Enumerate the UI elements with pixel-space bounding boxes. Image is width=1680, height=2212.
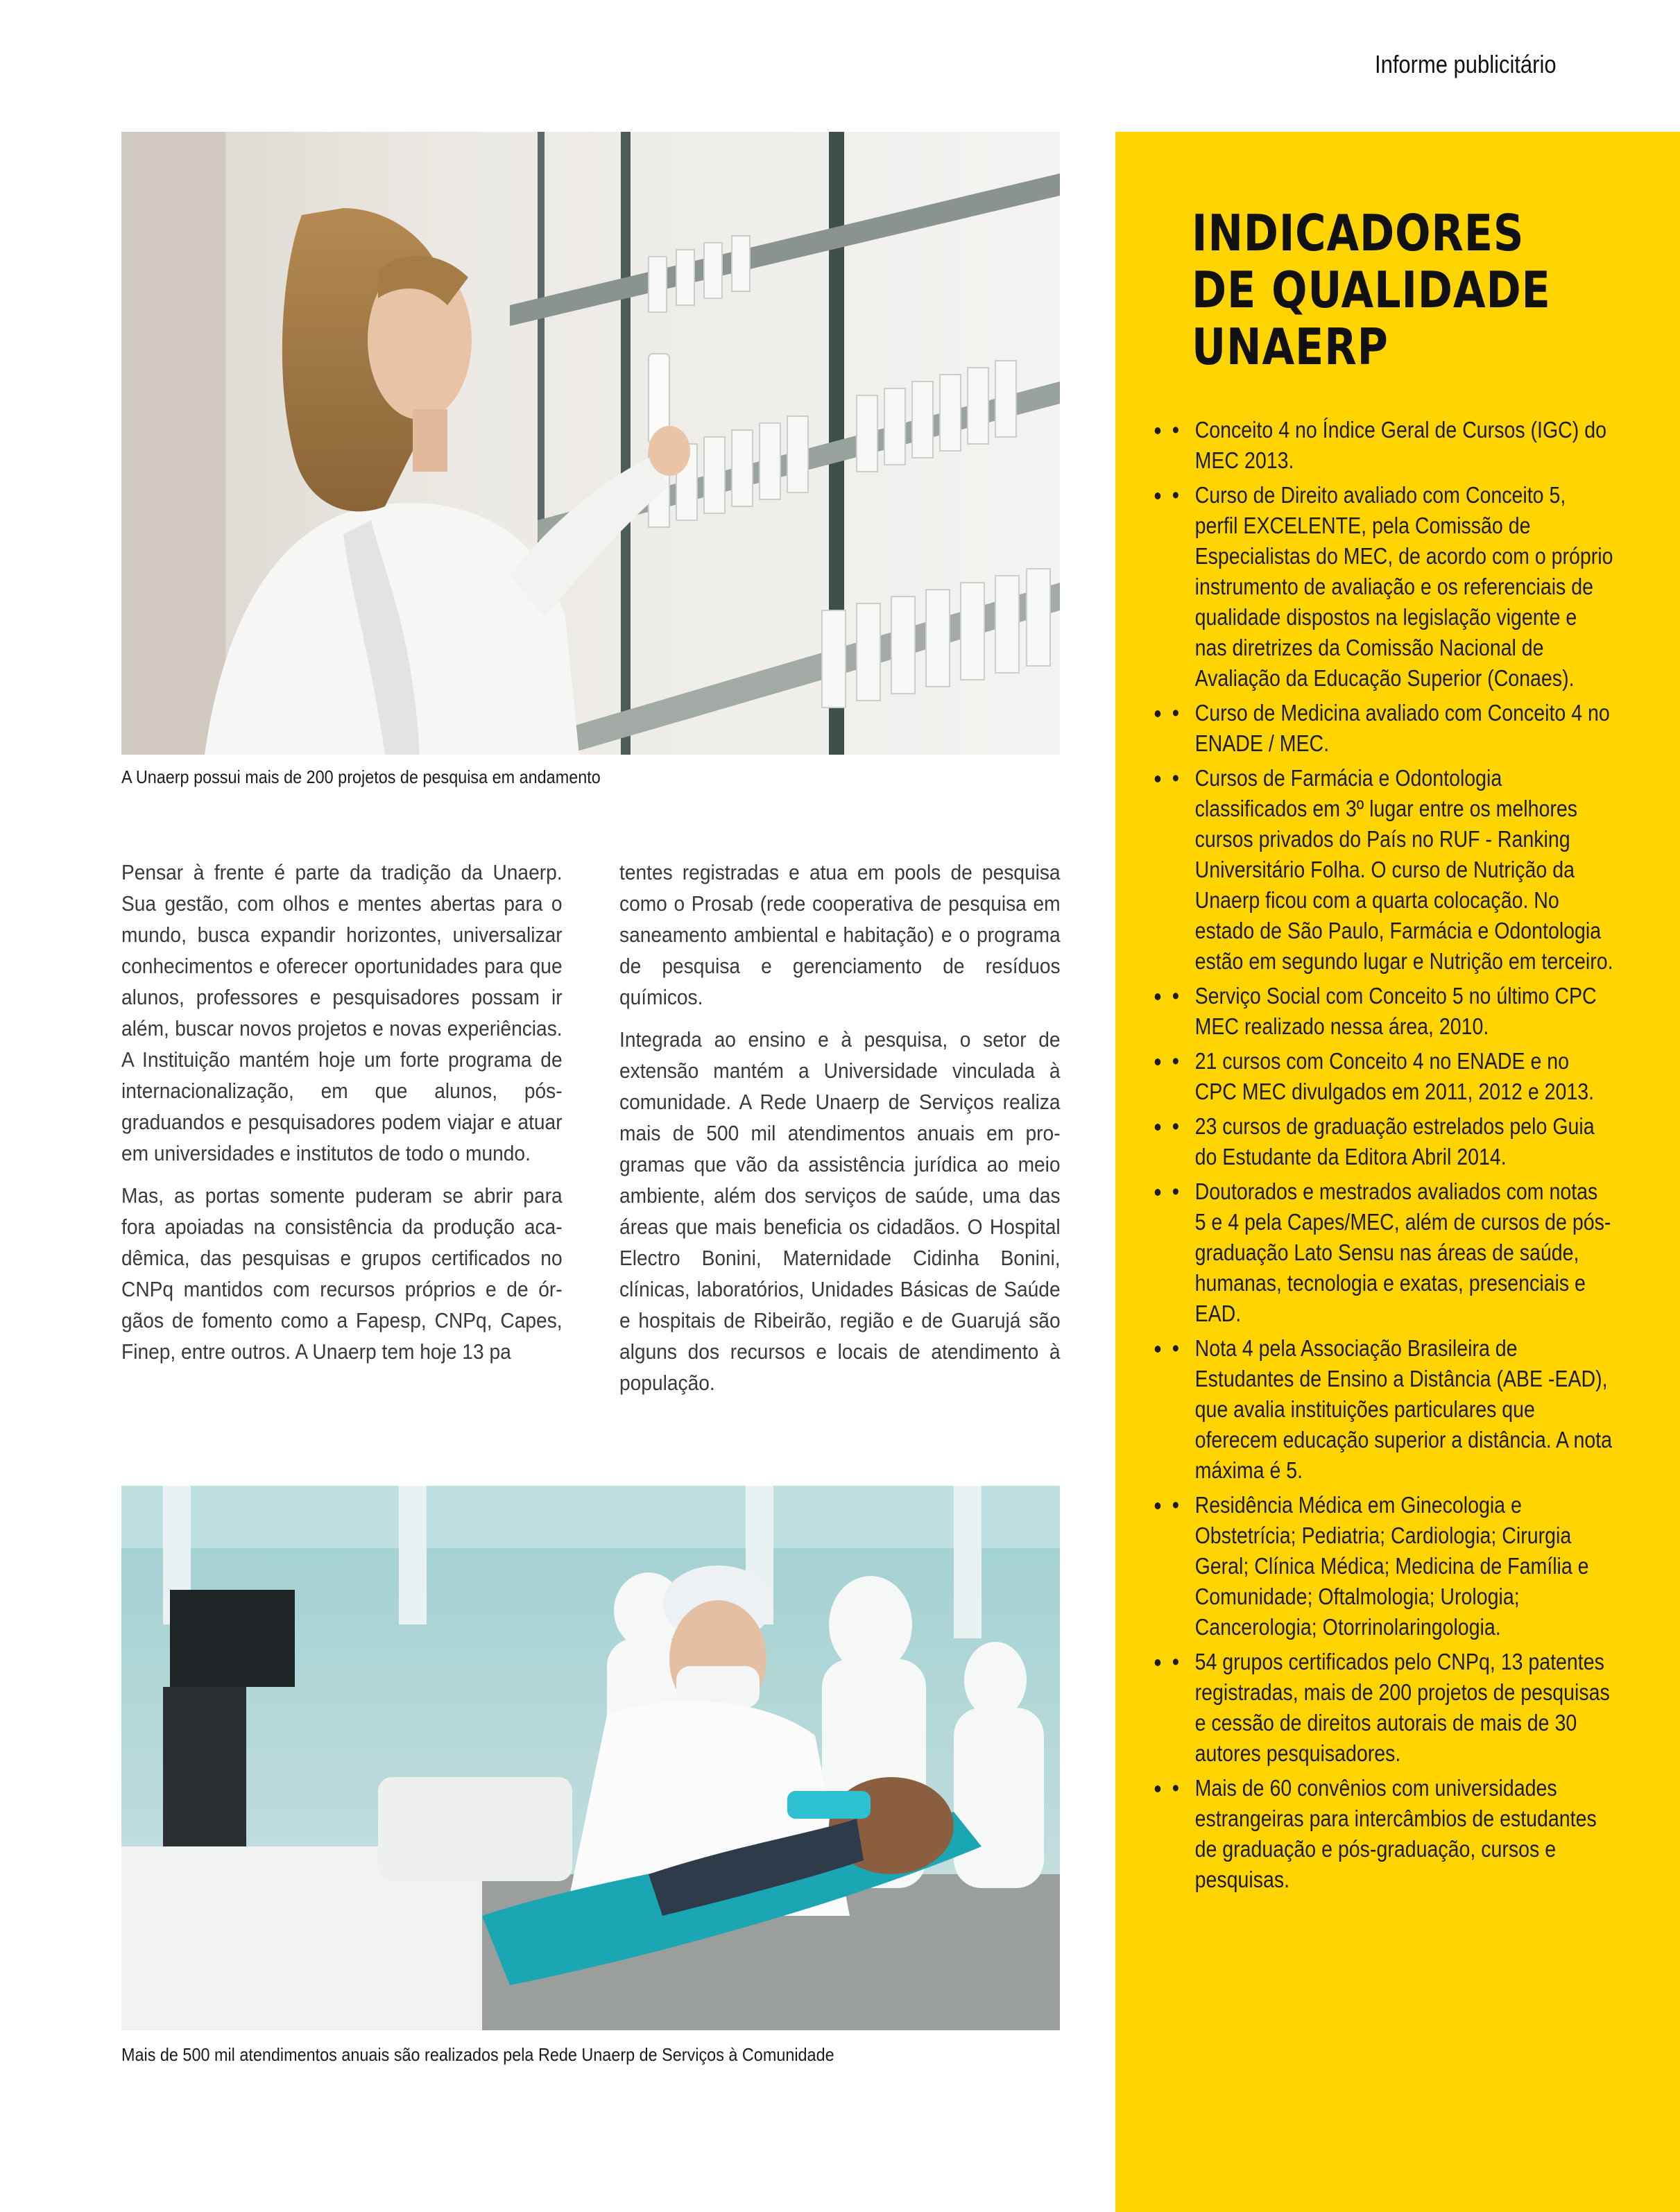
paragraph: Pensar à frente é parte da tradição da Unaerp. Sua gestão, com olhos e mentes abertas para o mundo, busca expandir horizontes, universalizar conhecimentos e oferecer oportunidades para que alunos, professores e pesquisadores possam ir além, buscar novos projetos e novas experiências. A Instituição mantém hoje um forte programa de internacionalização, em que alunos, pós-graduandos e pesquisadores podem viajar e atuar em universidades e institutos de todo o mundo.	[121, 860, 563, 1165]
list-item: • • Conceito 4 no Índice Geral de Cursos (IGC) do MEC 2013.	[1171, 415, 1613, 476]
paragraph: tentes registradas e atua em pools de pesquisa como o Prosab (rede cooperativa de pesquisa em saneamento ambiental e habitação) e o programa de pesquisa e gerenciamento de resíduos químicos.	[619, 860, 1061, 1009]
sidebar-title-line: DE QUALIDADE	[1192, 261, 1551, 319]
paragraph: Integrada ao ensino e à pesquisa, o setor de extensão mantém a Universidade vinculada à comunidade. A Rede Unaerp de Serviços realiza mais de 500 mil atendimentos anuais em programas que vão da assistência jurídica ao meio ambiente, além dos serviços de saúde, uma das áreas que mais beneficia os cidadãos. O Hospital Electro Bonini, Maternidade Cidinha Bonini, clínicas, laboratórios, Unidades Básicas de Saúde e hospitais de Ribeirão, região e de Guarujá são alguns dos recursos e locais de atendimento à população.	[619, 1027, 1061, 1395]
list-item: • • 23 cursos de graduação estrelados pelo Guia do Estudante da Editora Abril 2014.	[1171, 1111, 1613, 1172]
list-item: • • Serviço Social com Conceito 5 no último CPC MEC realizado nessa área, 2010.	[1171, 981, 1613, 1042]
lab-research-photo	[121, 132, 1060, 755]
sidebar-title	[1192, 205, 1588, 375]
dental-photo-caption: Mais de 500 mil atendimentos anuais são realizados pela Rede Unaerp de Serviços à Comunidade	[121, 2044, 834, 2065]
quality-indicators-sidebar	[1115, 132, 1680, 2212]
article-column-2	[619, 857, 1061, 1409]
indicators-list	[1171, 415, 1629, 1899]
list-item: • • Cursos de Farmácia e Odontologia classificados em 3º lugar entre os melhores cursos privados do País no RUF - Ranking Universitário Folha. O curso de Nutrição da Unaerp ficou com a quarta colocação. No estado de São Paulo, Farmácia e Odontologia estão em segundo lugar e Nutrição em terceiro.	[1171, 763, 1613, 977]
article-column-1	[121, 857, 563, 1378]
lab-photo-caption: A Unaerp possui mais de 200 projetos de pesquisa em andamento	[121, 766, 601, 787]
paragraph: Mas, as portas somente puderam se abrir para fora apoiadas na consistência da produção acadêmica, das pesquisas e grupos certificados no CNPq mantidos com recursos próprios e de órgãos de fomento como a Fapesp, CNPq, Capes, Finep, entre outros. A Unaerp tem hoje 13 pa	[121, 1183, 563, 1364]
list-item: • • 21 cursos com Conceito 4 no ENADE e no CPC MEC divulgados em 2011, 2012 e 2013.	[1171, 1046, 1613, 1107]
list-item: • • Curso de Medicina avaliado com Conceito 4 no ENADE / MEC.	[1171, 698, 1613, 759]
sidebar-title-line: UNAERP	[1192, 318, 1389, 376]
publication-label: Informe publicitário	[1375, 50, 1557, 78]
sidebar-title-line: INDICADORES	[1192, 204, 1525, 262]
list-item: • • Residência Médica em Ginecologia e Obstetrícia; Pediatria; Cardiologia; Cirurgia Geral; Clínica Médica; Medicina de Família e Comunidade; Oftalmologia; Urologia; Cancerologia; Otorrinolaringologia.	[1171, 1490, 1613, 1643]
list-item: • • Curso de Direito avaliado com Conceito 5, perfil EXCELENTE, pela Comissão de Especialistas do MEC, de acordo com o próprio instrumento de avaliação e os referenciais de qualidade dispostos na legislação vigente e nas diretrizes da Comissão Nacional de Avaliação da Educação Superior (Conaes).	[1171, 480, 1613, 694]
list-item: • • Mais de 60 convênios com universidades estrangeiras para intercâmbios de estudantes de graduação e pós-graduação, cursos e pesquisas.	[1171, 1773, 1613, 1895]
list-item: • • Doutorados e mestrados avaliados com notas 5 e 4 pela Capes/MEC, além de cursos de pós-graduação Lato Sensu nas áreas de saúde, humanas, tecnologia e exatas, presenciais e EAD.	[1171, 1176, 1613, 1329]
dental-clinic-photo	[121, 1486, 1060, 2030]
list-item: • • Nota 4 pela Associação Brasileira de Estudantes de Ensino a Distância (ABE -EAD), que avalia instituições particulares que oferecem educação superior a distância. A nota máxima é 5.	[1171, 1333, 1613, 1486]
list-item: • • 54 grupos certificados pelo CNPq, 13 patentes registradas, mais de 200 projetos de pesquisas e cessão de direitos autorais de mais de 30 autores pesquisadores.	[1171, 1647, 1613, 1769]
